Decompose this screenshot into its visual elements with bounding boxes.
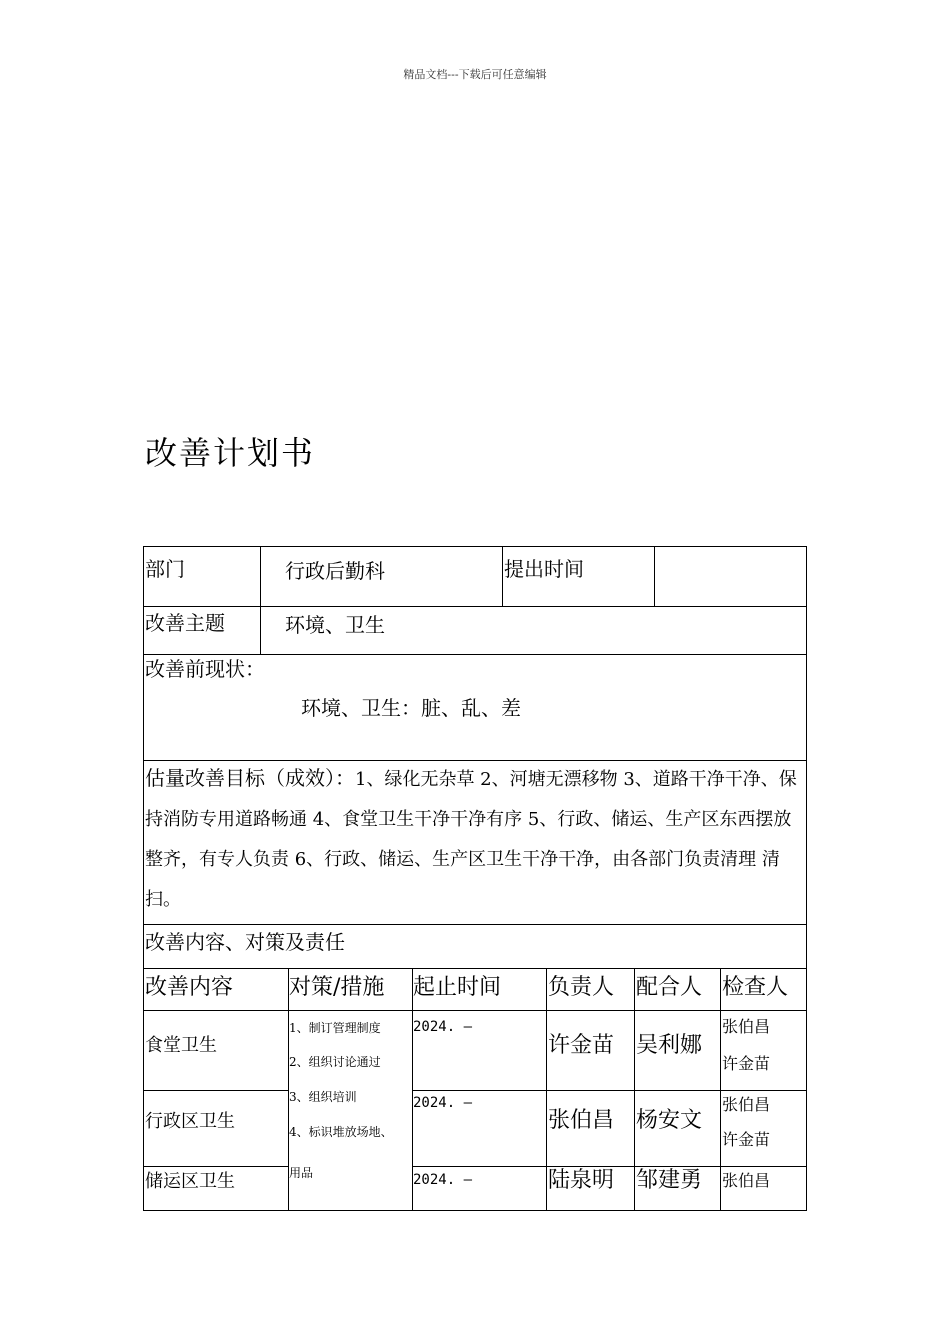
row-owner: 张伯昌 — [548, 1108, 615, 1133]
header-owner: 负责人 — [548, 975, 615, 1000]
row-content: 行政区卫生 — [145, 1111, 235, 1132]
measure-item: 4、标识堆放场地、 — [289, 1125, 393, 1139]
row-checker: 许金苗 — [722, 1054, 771, 1073]
row-time: 2024. — — [413, 1019, 473, 1035]
row-partner: 吴利娜 — [636, 1033, 703, 1058]
section-label: 改善内容、对策及责任 — [145, 930, 345, 954]
row-partner: 杨安文 — [636, 1108, 703, 1133]
measure-item: 用品 — [289, 1166, 314, 1180]
measure-item: 2、组织讨论通过 — [289, 1055, 381, 1069]
row-content: 储运区卫生 — [145, 1171, 235, 1192]
header-note: 精品文档---下载后可任意编辑 — [403, 68, 547, 81]
theme-label: 改善主题 — [145, 611, 225, 635]
row-partner: 邹建勇 — [636, 1168, 703, 1193]
document-title: 改善计划书 — [145, 434, 316, 472]
row-time: 2024. — — [413, 1172, 473, 1188]
row-owner: 许金苗 — [548, 1033, 615, 1058]
current-state-value: 环境、卫生：脏、乱、差 — [301, 696, 521, 720]
header-partner: 配合人 — [636, 975, 703, 1000]
row-checker: 张伯昌 — [722, 1017, 771, 1036]
theme-value: 环境、卫生 — [285, 613, 385, 637]
measure-item: 3、组织培训 — [289, 1090, 357, 1104]
goal-paragraph — [145, 758, 807, 920]
header-content: 改善内容 — [145, 975, 234, 1000]
row-checker: 张伯昌 — [722, 1171, 771, 1190]
row-time: 2024. — — [413, 1095, 473, 1111]
current-state-label: 改善前现状： — [145, 657, 265, 681]
row-checker: 许金苗 — [722, 1130, 771, 1149]
measure-item: 1、制订管理制度 — [289, 1021, 381, 1035]
header-checker: 检查人 — [722, 975, 789, 1000]
row-content: 食堂卫生 — [145, 1035, 217, 1056]
goal-text: 1、绿化无杂草 2、河塘无漂移物 3、道路干净干净、保持消防专用道路畅通 4、食堂卫生干净干净有序 5、行政、储运、生产区东西摆放整齐，有专人负责 6、行政、储运、生产区卫生干净干净，由各部门负责清理 清扫。 — [145, 769, 797, 910]
header-measures: 对策/措施 — [289, 975, 385, 1000]
row-owner: 陆泉明 — [548, 1168, 615, 1193]
goal-label: 估量改善目标（成效）： — [145, 766, 355, 790]
header-time: 起止时间 — [413, 975, 502, 1000]
dept-label: 部门 — [145, 557, 185, 581]
submit-time-label: 提出时间 — [504, 557, 584, 581]
row-checker: 张伯昌 — [722, 1095, 771, 1114]
dept-value: 行政后勤科 — [285, 559, 385, 583]
